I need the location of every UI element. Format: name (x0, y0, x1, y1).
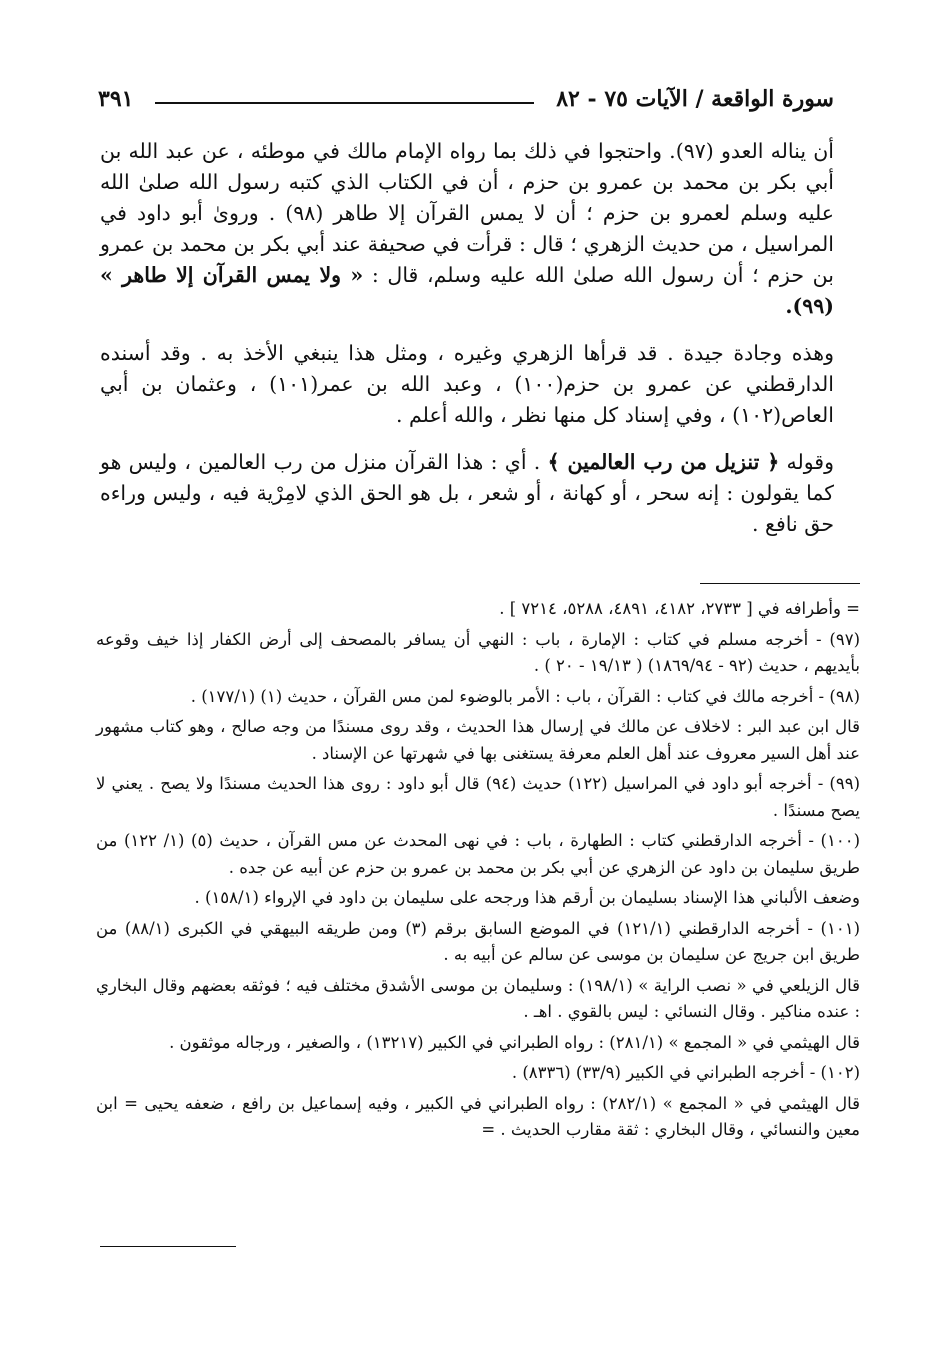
page-header (98, 82, 834, 116)
paragraph-text: أن يناله العدو (٩٧). واحتجوا في ذلك بما رواه الإمام مالك في موطئه ، عن عبد الله بن أبي بكر بن محمد بن عمرو بن حزم ، أن في الكتاب الذي كتبه رسول الله صلىٰ الله عليه وسلم لعمرو بن حزم ؛ أن لا يمس القرآن إلا طاهر (٩٨) . وروىٰ أبو داود في المراسيل ، من حديث الزهري ؛ قال : قرأت في صحيفة عند أبي بكر بن محمد بن عمرو بن حزم ؛ أن رسول الله صلىٰ الله عليه وسلم، قال : (100, 139, 834, 287)
header-rule (155, 102, 534, 104)
paragraph-2 (100, 338, 834, 431)
footnote-line: قال ابن عبد البر : لاخلاف عن مالك في إرسال هذا الحديث ، وقد روى مسندًا من وجه صالح ، وهو كتاب مشهور عند أهل السير معروف عند أهل العلم معرفة يستغنى بها في شهرتها عن الإسناد . (96, 717, 860, 763)
quoted-hadith: « ولا يمس القرآن إلا طاهر » (٩٩). (100, 263, 834, 318)
footnote-line: (٩٧) - أخرجه مسلم في كتاب : الإمارة ، باب : النهي أن يسافر بالمصحف إلى أرض الكفار إذا خيف وقوعه بأيديهم ، حديث (٩٢ - ١٨٦٩/٩٤) ( ١٩/١٣ - ٢٠ ) . (96, 629, 860, 675)
footnote-separator (700, 583, 860, 584)
paragraph-lead: وقوله (779, 450, 834, 474)
page-number: ٣٩١ (98, 86, 134, 112)
main-text (100, 136, 834, 556)
bottom-rule (100, 1246, 236, 1247)
paragraph-text: . أي : هذا القرآن منزل من رب العالمين ، وليس هو كما يقولون : إنه سحر ، أو كهانة ، أو شعر ، بل هو الحق الذي لامِرْية فيه ، وليس وراءه حق نافع . (100, 450, 834, 536)
footnotes (96, 594, 860, 1148)
footnote-line: (٩٩) - أخرجه أبو داود في المراسيل (١٢٢) حديث (٩٤) قال أبو داود : روى هذا الحديث مسندًا ولا يصح . يعني لا يصح مسندًا . (96, 774, 860, 820)
footnote-line: قال الهيثمي في « المجمع » (٢٨١/١) : رواه الطبراني في الكبير (١٣٢١٧) ، والصغير ، ورجاله موثقون . (169, 1032, 860, 1052)
footnote-line: (١٠٠) - أخرجه الدارقطني كتاب : الطهارة ، باب : في نهى المحدث عن مس القرآن ، حديث (٥) (١/ ١٢٢) من طريق سليمان بن داود عن الزهري عن أبي بكر بن محمد بن عمرو بن حزم عن أبيه عن جده . (96, 831, 860, 877)
footnote-line: وضعف الألباني هذا الإسناد بسليمان بن أرقم هذا ورجحه على سليمان بن داود في الإرواء (١٥٨/١) . (194, 888, 860, 907)
footnote-line: = وأطرافه في [ ٢٧٣٣، ٤١٨٢، ٤٨٩١، ٥٢٨٨، ٧٢١٤ ] . (499, 599, 860, 618)
footnote-line: قال الزيلعي في « نصب الراية » (١٩٨/١) : وسليمان بن موسى الأشدق مختلف فيه ؛ فوثقه بعضهم وقال البخاري : عنده مناكير . وقال النسائي : ليس بالقوي . اهـ . (96, 975, 860, 1021)
footnote-line: قال الهيثمي في « المجمع » (٢٨٢/١) : رواه الطبراني في الكبير ، وفيه إسماعيل بن رافع ، ضعفه يحيى = ابن معين والنسائي ، وقال البخاري : ثقة مقارب الحديث . = (96, 1093, 860, 1139)
paragraph-3 (100, 447, 834, 540)
paragraph-text: وهذه وجادة جيدة . قد قرأها الزهري وغيره ، ومثل هذا ينبغي الأخذ به . وقد أسنده الدارقطني عن عمرو بن حزم(١٠٠) ، وعبد الله بن عمر(١٠١) ، وعثمان بن أبي العاص(١٠٢) ، وفي إسناد كل منها نظر ، والله أعلم . (100, 341, 834, 427)
footnote-line: (١٠١) - أخرجه الدارقطني (١٢١/١) في الموضع السابق برقم (٣) ومن طريقه البيهقي في الكبرى (٨٨/١) من طريق ابن جريج عن سليمان بن موسى عن سالم عن أبيه به . (96, 918, 860, 964)
running-title: سورة الواقعة / الآيات ٧٥ - ٨٢ (556, 86, 834, 112)
paragraph-1 (100, 136, 834, 322)
footnote-line: (١٠٢) - أخرجه الطبراني في الكبير (٣٣/٩) (٨٣٣٦) . (511, 1063, 860, 1082)
footnote-line: (٩٨) - أخرجه مالك في كتاب : القرآن ، باب : الأمر بالوضوء لمن مس القرآن ، حديث (١) (١٧٧/١) . (190, 686, 860, 706)
quran-verse: ﴿ تنزيل من رب العالمين ﴾ (547, 450, 780, 474)
